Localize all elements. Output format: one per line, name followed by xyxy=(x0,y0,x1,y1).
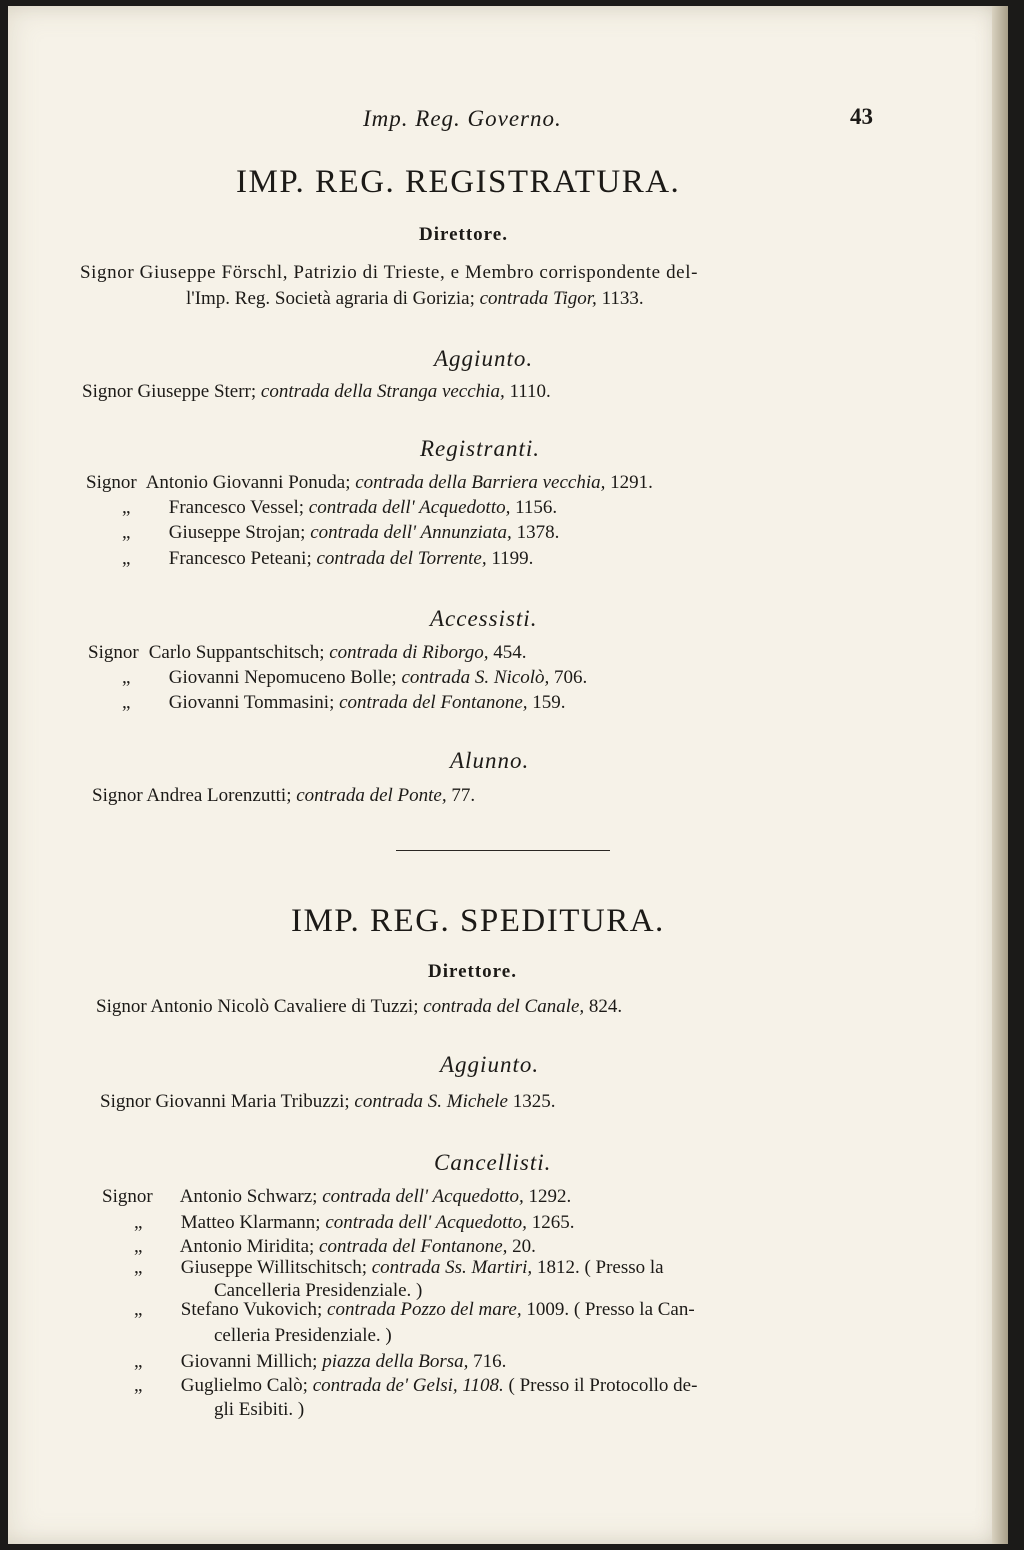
entry-number: 159. xyxy=(532,692,566,713)
entry-name: Giuseppe Strojan; xyxy=(168,522,306,543)
entry-prefix: „ xyxy=(122,667,131,688)
entry-line xyxy=(186,288,644,310)
entry-number: 1292. xyxy=(528,1186,572,1207)
entry-address: contrada Pozzo del mare, xyxy=(327,1299,522,1320)
entry-line xyxy=(102,1186,571,1208)
book-spine xyxy=(992,6,1008,1544)
entry-prefix: „ xyxy=(122,497,131,518)
entry-number: 1378. xyxy=(516,522,560,543)
entry-line xyxy=(120,1236,536,1258)
section-title-speditura: IMP. REG. SPEDITURA. xyxy=(291,903,665,939)
entry-prefix: „ xyxy=(134,1351,143,1372)
entry-prefix: „ xyxy=(122,548,131,569)
heading-alunno: Alunno. xyxy=(450,748,530,773)
entry-number: 1199. xyxy=(491,548,534,569)
entry-name: Stefano Vukovich; xyxy=(180,1299,323,1320)
entry-continuation: gli Esibiti. ) xyxy=(214,1399,305,1420)
entry-number: 1291. xyxy=(610,472,653,493)
heading-direttore: Direttore. xyxy=(428,961,517,982)
entry-name: l'Imp. Reg. Società agraria di Gorizia; xyxy=(186,288,475,309)
entry-address: contrada Ss. Martiri, xyxy=(371,1257,533,1278)
entry-number: 1325. xyxy=(512,1091,556,1112)
entry-name: Giuseppe Sterr; xyxy=(137,381,257,402)
book-page xyxy=(8,6,1008,1544)
entry-address: contrada del Ponte, xyxy=(296,785,447,806)
entry-line xyxy=(108,667,587,689)
heading-direttore: Direttore. xyxy=(419,224,508,245)
entry-name: Antonio Giovanni Ponuda; xyxy=(145,472,351,493)
entry-name: Andrea Lorenzutti; xyxy=(146,785,292,806)
entry-name: Giovanni Tommasini; xyxy=(168,692,335,713)
entry-line xyxy=(80,262,698,284)
entry-prefix: „ xyxy=(122,522,131,543)
entry-prefix: „ xyxy=(134,1212,143,1233)
entry-address: contrada del Canale, xyxy=(423,996,585,1017)
entry-address: contrada della Barriera vecchia, xyxy=(355,472,606,493)
entry-prefix: „ xyxy=(122,692,131,713)
entry-address: contrada del Fontanone, xyxy=(319,1236,508,1257)
entry-line xyxy=(120,1299,695,1321)
entry-number: 1265. xyxy=(531,1212,575,1233)
entry-line xyxy=(120,1375,697,1397)
entry-name: Francesco Vessel; xyxy=(168,497,305,518)
entry-line xyxy=(108,548,533,570)
entry-line xyxy=(82,381,551,403)
heading-aggiunto: Aggiunto. xyxy=(440,1052,540,1077)
entry-line xyxy=(86,472,653,494)
heading-cancellisti: Cancellisti. xyxy=(434,1150,552,1175)
entry-prefix: „ xyxy=(134,1257,143,1278)
entry-name: Francesco Peteani; xyxy=(168,548,312,569)
entry-prefix: Signor xyxy=(88,642,139,663)
entry-name: Antonio Schwarz; xyxy=(179,1186,318,1207)
entry-address: contrada dell' Annunziata, xyxy=(310,522,512,543)
entry-number: 1156. xyxy=(515,497,558,518)
entry-name: Giovanni Millich; xyxy=(180,1351,318,1372)
section-divider xyxy=(396,850,610,851)
entry-address: contrada dell' Acquedotto, xyxy=(308,497,511,518)
running-head: Imp. Reg. Governo. xyxy=(363,106,562,131)
entry-name: Guglielmo Calò; xyxy=(180,1375,308,1396)
entry-address: contrada dell' Acquedotto, xyxy=(322,1186,524,1207)
entry-prefix: Signor xyxy=(86,472,137,493)
entry-continuation: celleria Presidenziale. ) xyxy=(214,1325,392,1346)
heading-aggiunto: Aggiunto. xyxy=(434,346,534,371)
entry-continuation: Cancelleria Presidenziale. ) xyxy=(214,1280,423,1301)
entry-line xyxy=(108,497,557,519)
heading-accessisti: Accessisti. xyxy=(430,606,538,631)
entry-line xyxy=(120,1257,664,1279)
entry-prefix: „ xyxy=(134,1299,143,1320)
entry-address: contrada de' Gelsi, 1108. xyxy=(312,1375,504,1396)
heading-registranti: Registranti. xyxy=(420,436,540,461)
entry-prefix: Signor xyxy=(96,996,147,1017)
entry-name: Giovanni Maria Tribuzzi; xyxy=(155,1091,350,1112)
entry-name: Giuseppe Willitschitsch; xyxy=(180,1257,367,1278)
entry-address: piazza della Borsa, xyxy=(322,1351,469,1372)
entry-name: Carlo Suppantschitsch; xyxy=(148,642,325,663)
entry-number: 716. xyxy=(473,1351,507,1372)
entry-name: Signor Giuseppe Förschl, Patrizio di Trieste, e Membro corrispondente del- xyxy=(80,262,699,283)
entry-line xyxy=(88,642,526,664)
entry-name: Giovanni Nepomuceno Bolle; xyxy=(168,667,397,688)
entry-name: Matteo Klarmann; xyxy=(180,1212,321,1233)
entry-prefix: Signor xyxy=(92,785,143,806)
entry-line xyxy=(120,1351,506,1373)
entry-number: 454. xyxy=(493,642,527,663)
entry-prefix: Signor xyxy=(102,1186,153,1207)
entry-number: 1110. xyxy=(509,381,551,402)
entry-line xyxy=(108,692,566,714)
entry-line xyxy=(96,996,622,1018)
entry-prefix: Signor xyxy=(100,1091,151,1112)
entry-number: 706. xyxy=(554,667,588,688)
entry-prefix: „ xyxy=(134,1375,143,1396)
entry-address: contrada Tigor, xyxy=(479,288,597,309)
page-number: 43 xyxy=(850,104,873,129)
entry-number: 1133. xyxy=(601,288,644,309)
entry-address: contrada della Stranga vecchia, xyxy=(260,381,505,402)
section-title-registratura: IMP. REG. REGISTRATURA. xyxy=(236,164,681,200)
entry-number: 1009. ( Presso la Can- xyxy=(526,1299,695,1320)
entry-name: Antonio Nicolò Cavaliere di Tuzzi; xyxy=(150,996,419,1017)
entry-prefix: Signor xyxy=(82,381,133,402)
entry-address: contrada del Fontanone, xyxy=(339,692,528,713)
entry-line xyxy=(108,522,559,544)
entry-number: 77. xyxy=(451,785,476,806)
entry-number: 824. xyxy=(588,996,623,1017)
entry-number: 1812. ( Presso la xyxy=(536,1257,664,1278)
entry-line xyxy=(100,1091,555,1113)
entry-address: contrada di Riborgo, xyxy=(329,642,489,663)
entry-address: contrada del Torrente, xyxy=(316,548,487,569)
entry-line xyxy=(120,1212,574,1234)
entry-address: contrada S. Nicolò, xyxy=(401,667,550,688)
entry-number: ( Presso il Protocollo de- xyxy=(508,1375,698,1396)
entry-address: contrada S. Michele xyxy=(354,1091,508,1112)
entry-line xyxy=(92,785,475,807)
entry-name: Antonio Miridita; xyxy=(179,1236,315,1257)
entry-number: 20. xyxy=(512,1236,536,1257)
entry-address: contrada dell' Acquedotto, xyxy=(325,1212,527,1233)
entry-prefix: „ xyxy=(134,1236,143,1257)
